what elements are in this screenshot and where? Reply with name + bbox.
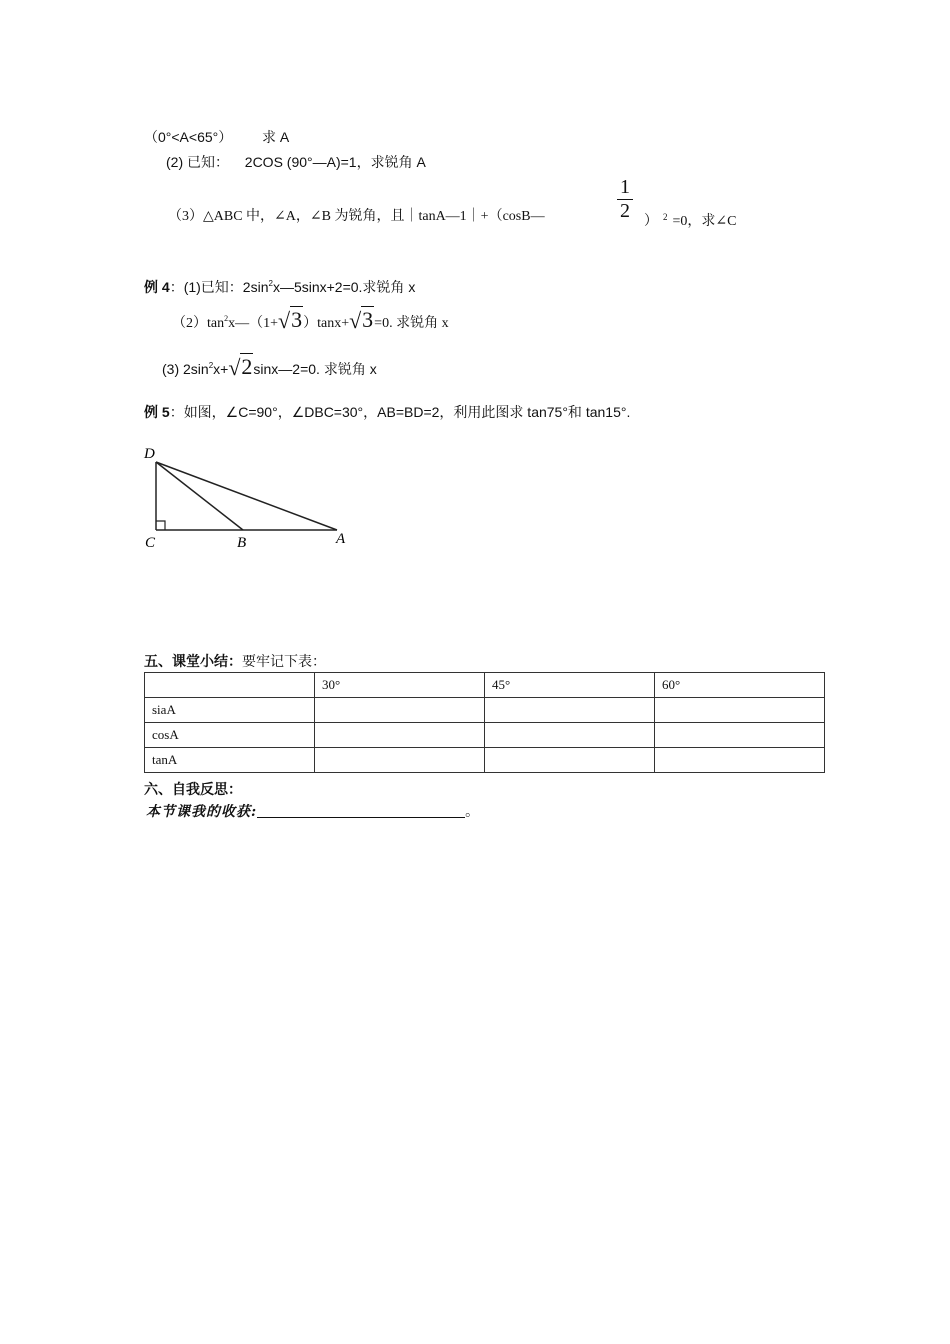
q3-tail: =0，求∠C — [672, 214, 737, 229]
table-cell — [485, 723, 655, 748]
ex5-colon: ： — [169, 404, 184, 420]
summary-table — [144, 672, 825, 773]
table-header-row — [145, 673, 825, 698]
q3-part3 — [168, 208, 545, 226]
ex4-p1-exponent: 2 — [268, 279, 273, 288]
label-c: C — [145, 535, 156, 550]
table-cell — [485, 748, 655, 773]
ex4-part3 — [162, 350, 377, 384]
table-cell — [655, 698, 825, 723]
ex4-sqrt-3-second: √3 — [349, 307, 374, 333]
ex4-label: 例 4 — [144, 279, 170, 295]
reflection-prompt-line — [146, 803, 479, 822]
ex4-p2-d: =0. 求锐角 x — [374, 316, 449, 331]
table-cell — [315, 698, 485, 723]
q3-fraction-bar — [617, 199, 633, 200]
q3-ask: 求 A — [262, 129, 290, 145]
table-cell: cosA — [145, 723, 315, 748]
right-angle-marker — [156, 521, 165, 530]
q3-fraction-denominator: 2 — [620, 200, 630, 222]
triangle-figure — [140, 440, 360, 550]
q3-condition: （0°<A<65°） — [144, 129, 233, 145]
q3-part2 — [166, 153, 426, 171]
ex5-label: 例 5 — [144, 404, 170, 420]
ex4-p2-exponent: 2 — [224, 314, 229, 323]
q3-exponent: 2 — [663, 212, 668, 222]
table-cell — [315, 723, 485, 748]
reflection-heading: 六、自我反思： — [144, 781, 242, 797]
table-header-cell: 30° — [315, 673, 485, 698]
label-a: A — [336, 531, 346, 547]
q3-part3-tail — [644, 208, 736, 231]
table-cell — [655, 723, 825, 748]
q3-condition-line — [144, 128, 289, 146]
reflection-prompt: 本节课我的收获: — [146, 804, 258, 820]
ex4-p3-c: sinx—2=0. 求锐角 x — [253, 361, 377, 377]
segment-db — [156, 462, 243, 530]
table-row — [145, 723, 825, 748]
label-b: B — [237, 535, 247, 550]
ex4-p2-a: （2）tan — [172, 316, 225, 331]
ex5-statement — [144, 403, 630, 421]
table-cell: tanA — [145, 748, 315, 773]
q3-part3-lead: （3）△ABC 中，∠A，∠B 为锐角，且｜tanA—1｜+（cosB— — [168, 209, 545, 224]
q3-close-paren: ） — [644, 214, 658, 229]
table-header-cell: 45° — [485, 673, 655, 698]
summary-heading: 五、课堂小结： — [144, 653, 242, 669]
table-header-cell — [145, 673, 315, 698]
ex4-p3-b: x+ — [213, 361, 229, 377]
table-row — [145, 748, 825, 773]
table-cell: siaA — [145, 698, 315, 723]
ex4-p1-a: (1)已知：2sin — [183, 279, 269, 295]
reflection-end: 。 — [465, 805, 480, 820]
ex4-p3-exponent: 2 — [208, 361, 214, 370]
ex4-part2 — [172, 303, 449, 337]
summary-heading-line — [144, 652, 326, 672]
ex4-p2-c: ）tanx+ — [303, 316, 350, 331]
ex4-p3-a: (3) 2sin — [162, 361, 209, 377]
label-d: D — [144, 446, 155, 462]
ex4-p1-b: x—5sinx+2=0.求锐角 x — [272, 279, 416, 295]
ex4-sqrt-2: √2 — [228, 354, 253, 380]
table-cell — [655, 748, 825, 773]
q3-fraction-numerator: 1 — [620, 176, 630, 198]
ex4-part1 — [144, 278, 415, 296]
ex4-sqrt-3-first: √3 — [278, 307, 303, 333]
q3-part2-equation: 2COS (90°—A)=1，求锐角 A — [244, 154, 426, 170]
summary-subheading: 要牢记下表： — [242, 655, 326, 670]
ex5-text: 如图，∠C=90°，∠DBC=30°，AB=BD=2，利用此图求 tan75°和 tan15°. — [183, 404, 631, 420]
table-row — [145, 698, 825, 723]
ex4-p2-b: x—（1+ — [228, 316, 279, 331]
q3-fraction — [617, 176, 633, 222]
table-cell — [485, 698, 655, 723]
table-header-cell: 60° — [655, 673, 825, 698]
q3-part2-label: (2) 已知： — [166, 154, 229, 170]
segment-da — [156, 462, 337, 530]
table-cell — [315, 748, 485, 773]
ex4-colon: ： — [169, 279, 184, 295]
reflection-answer-blank[interactable] — [257, 803, 465, 818]
